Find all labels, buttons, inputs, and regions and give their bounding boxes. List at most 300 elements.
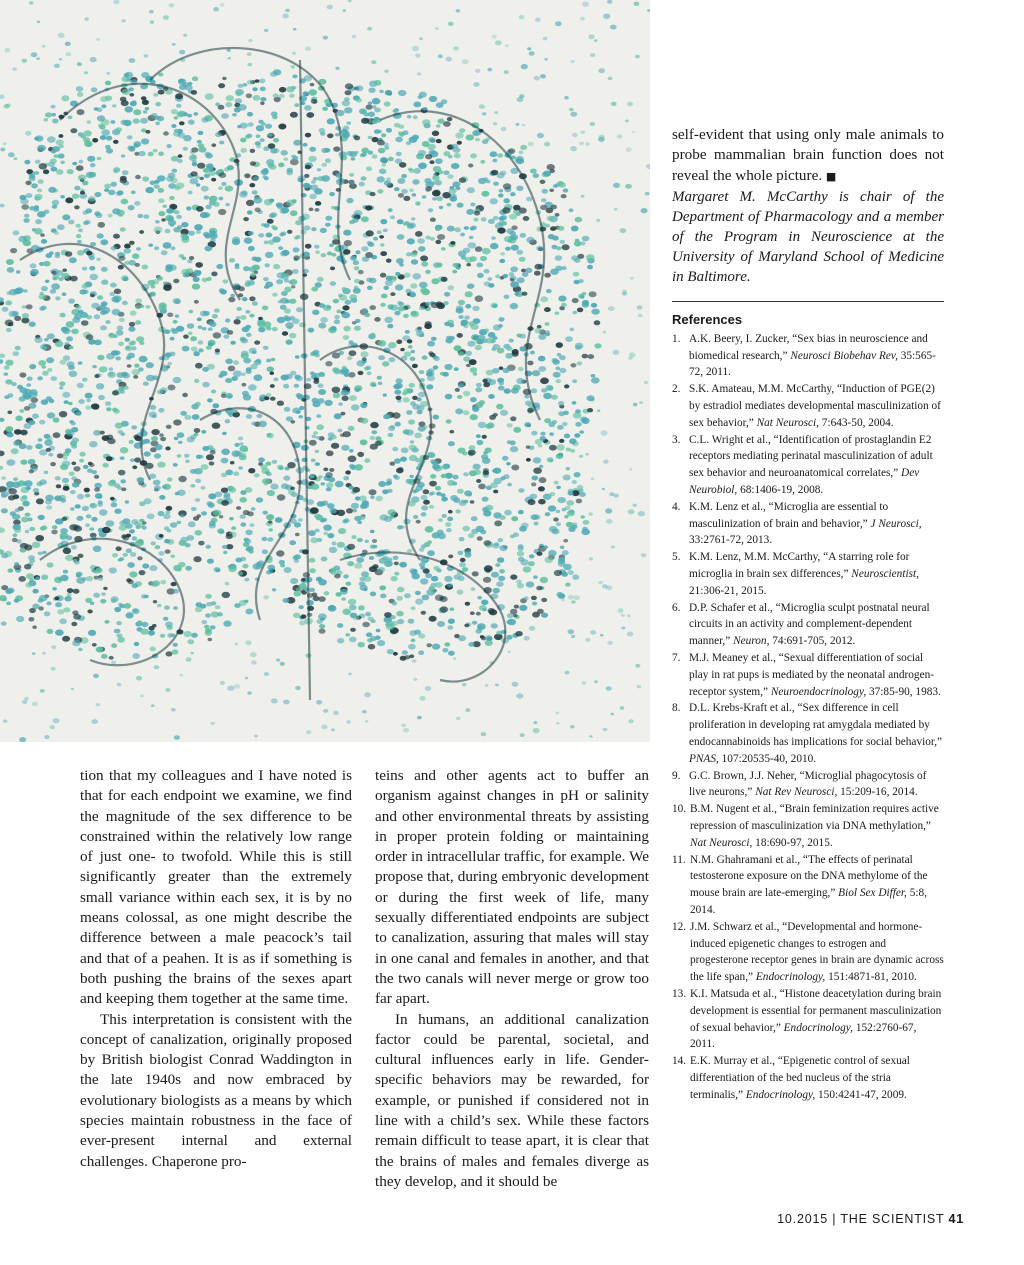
brain-dot (479, 605, 487, 611)
brain-dot (480, 530, 486, 535)
brain-dot (2, 307, 9, 312)
brain-dot (411, 606, 416, 610)
brain-dot (254, 735, 258, 738)
brain-dot (0, 354, 5, 359)
brain-dot (397, 219, 404, 224)
brain-dot (510, 609, 517, 615)
brain-dot (23, 289, 27, 292)
brain-dot (254, 374, 263, 381)
brain-dot (51, 376, 58, 381)
brain-dot (252, 265, 260, 271)
brain-dot (345, 470, 351, 474)
brain-dot (412, 193, 417, 196)
reference-number: 1. (672, 332, 681, 345)
brain-dot (349, 464, 355, 468)
brain-dot (174, 116, 178, 119)
brain-dot (273, 93, 279, 97)
brain-dot (226, 95, 234, 101)
brain-dot (94, 475, 99, 479)
brain-dot (175, 314, 180, 318)
reference-text (689, 499, 944, 549)
brain-dot (138, 367, 144, 371)
reference-number: 8. (672, 702, 681, 715)
brain-dot (357, 360, 366, 366)
brain-dot (441, 247, 446, 251)
brain-dot (437, 621, 445, 627)
brain-dot (250, 149, 256, 153)
brain-dot (106, 520, 115, 527)
brain-dot (290, 371, 296, 376)
brain-dot (434, 356, 440, 361)
brain-dot (366, 278, 372, 283)
brain-dot (157, 462, 165, 468)
brain-dot (323, 36, 328, 40)
brain-dot (454, 227, 461, 232)
brain-dot (157, 604, 162, 607)
brain-dot (321, 175, 330, 182)
brain-dot (343, 335, 349, 340)
brain-dot (556, 510, 561, 514)
brain-dot (324, 148, 330, 153)
brain-dot (272, 327, 278, 331)
brain-dot (415, 231, 423, 237)
brain-dot (361, 503, 369, 509)
brain-dot (327, 118, 335, 124)
brain-dot (384, 70, 388, 73)
brain-dot (127, 135, 133, 139)
brain-dot (67, 588, 74, 593)
brain-dot (393, 556, 399, 560)
brain-dot (346, 198, 353, 203)
brain-dot (71, 329, 79, 335)
brain-dot (183, 147, 188, 151)
brain-dot (431, 460, 437, 465)
brain-dot (160, 634, 165, 638)
brain-dot (18, 576, 26, 582)
brain-dot (41, 525, 47, 530)
brain-dot (315, 462, 320, 466)
brain-dot (19, 195, 26, 200)
brain-dot (82, 506, 89, 511)
brain-dot (7, 568, 13, 572)
brain-dot (331, 443, 339, 449)
brain-dot (342, 366, 347, 370)
brain-dot (73, 614, 81, 620)
brain-dot (545, 330, 550, 334)
brain-dot (429, 616, 437, 622)
reference-text (690, 919, 944, 986)
brain-dot (83, 290, 89, 295)
brain-dot (213, 202, 220, 207)
brain-dot (28, 617, 34, 622)
brain-dot (435, 227, 440, 231)
brain-dot (397, 619, 404, 624)
brain-dot (408, 345, 413, 349)
brain-dot (315, 201, 321, 206)
brain-dot (558, 226, 565, 231)
brain-dot (64, 596, 71, 602)
brain-dot (510, 535, 515, 539)
brain-dot (366, 104, 373, 109)
brain-dot (120, 178, 127, 184)
brain-dot (242, 297, 248, 301)
brain-dot (60, 195, 65, 198)
brain-dot (94, 211, 100, 216)
brain-dot (556, 722, 560, 725)
brain-dot (383, 414, 390, 419)
brain-dot (368, 644, 375, 650)
brain-dot (234, 319, 241, 324)
brain-dot (361, 118, 369, 124)
brain-dot (277, 317, 286, 323)
brain-dot (313, 177, 318, 181)
brain-dot (349, 605, 357, 611)
brain-dot (410, 357, 416, 361)
brain-dot (26, 169, 33, 174)
brain-dot (38, 438, 43, 441)
brain-dot (46, 505, 52, 510)
brain-dot (207, 364, 215, 370)
reference-volume: 18:690-97, 2015. (755, 836, 833, 849)
brain-dot (173, 320, 178, 324)
brain-dot (308, 328, 315, 333)
brain-dot (370, 592, 376, 597)
brain-dot (166, 208, 173, 214)
brain-dot (417, 72, 421, 75)
brain-dot (177, 159, 183, 163)
brain-dot (577, 308, 583, 313)
brain-dot (379, 585, 386, 590)
brain-dot (608, 306, 615, 311)
brain-dot (519, 94, 524, 98)
brain-dot (173, 606, 178, 610)
brain-dot (477, 440, 484, 445)
brain-dot (536, 586, 542, 591)
brain-dot (263, 595, 269, 599)
brain-dot (244, 173, 250, 178)
brain-dot (29, 176, 36, 181)
brain-dot (206, 205, 212, 210)
brain-dot (390, 292, 395, 296)
brain-dot (154, 665, 160, 669)
brain-dot (183, 34, 187, 37)
brain-dot (113, 234, 120, 239)
brain-dot (0, 466, 3, 470)
brain-dot (14, 157, 18, 160)
brain-dot (178, 132, 186, 138)
brain-dot (177, 225, 183, 229)
brain-dot (188, 332, 192, 335)
brain-dot (522, 292, 528, 296)
brain-dot (312, 310, 319, 315)
brain-dot (36, 498, 44, 504)
brain-dot (638, 511, 645, 516)
brain-dot (94, 314, 101, 319)
brain-dot (546, 289, 552, 293)
brain-dot (459, 128, 465, 133)
brain-dot (491, 236, 496, 239)
brain-dot (259, 79, 266, 84)
brain-dot (372, 383, 377, 387)
brain-dot (349, 151, 357, 157)
brain-dot (155, 122, 160, 126)
reference-journal: Nat Neurosci, (690, 836, 753, 849)
brain-dot (413, 515, 418, 519)
brain-dot (465, 602, 470, 606)
brain-dot (151, 113, 158, 118)
body-column-2 (375, 766, 649, 1192)
brain-dot (93, 674, 99, 679)
brain-dot (82, 284, 89, 289)
brain-dot (611, 713, 614, 715)
brain-dot (42, 551, 46, 554)
brain-dot (48, 187, 56, 193)
brain-dot (155, 220, 160, 224)
brain-dot (493, 588, 500, 594)
brain-dot (193, 351, 200, 356)
brain-dot (533, 457, 541, 463)
brain-dot (498, 324, 503, 328)
brain-dot (355, 85, 363, 91)
brain-dot (280, 662, 285, 666)
brain-dot (235, 643, 238, 645)
brain-dot (564, 671, 569, 675)
brain-dot (538, 486, 545, 491)
brain-dot (360, 439, 368, 445)
brain-dot (221, 449, 230, 456)
brain-dot (466, 209, 474, 215)
brain-dot (6, 459, 15, 466)
brain-dot (169, 196, 175, 200)
brain-dot (45, 280, 49, 283)
brain-dot (45, 499, 52, 504)
brain-dot (377, 640, 385, 646)
brain-dot (606, 585, 612, 590)
reference-text (690, 1053, 944, 1103)
brain-dot (61, 327, 69, 333)
brain-dot (101, 280, 108, 285)
brain-dot (351, 503, 359, 509)
reference-item (672, 768, 944, 802)
brain-dot (587, 408, 593, 412)
brain-dot (290, 578, 298, 584)
brain-dot (319, 303, 325, 308)
brain-dot (579, 142, 584, 146)
brain-dot (539, 477, 547, 483)
brain-dot (195, 479, 201, 483)
brain-dot (127, 364, 132, 368)
brain-dot (60, 498, 66, 502)
brain-dot (272, 236, 280, 242)
brain-dot (429, 353, 435, 358)
brain-dot (130, 458, 135, 462)
brain-dot (328, 605, 337, 612)
brain-dot (492, 159, 497, 163)
brain-dot (412, 46, 419, 51)
brain-dot (567, 510, 575, 516)
brain-dot (421, 505, 428, 510)
brain-dot (336, 592, 342, 597)
brain-dot (532, 602, 537, 606)
brain-dot (304, 225, 311, 230)
brain-dot (453, 147, 461, 153)
brain-dot (403, 314, 409, 318)
brain-dot (278, 246, 283, 250)
brain-dot (524, 422, 531, 427)
brain-dot (446, 57, 452, 62)
brain-dot (272, 588, 276, 591)
brain-dot (407, 549, 412, 553)
brain-dot (83, 211, 89, 215)
brain-dot (136, 676, 142, 681)
brain-dot (484, 281, 491, 286)
brain-dot (276, 279, 283, 284)
brain-dot (145, 130, 150, 134)
brain-dot (437, 530, 444, 535)
brain-dot (419, 306, 425, 310)
brain-dot (344, 373, 349, 377)
brain-dot (170, 337, 175, 341)
brain-dot (452, 181, 460, 187)
brain-dot (507, 423, 513, 428)
brain-dot (86, 251, 92, 256)
brain-dot (510, 234, 518, 240)
brain-dot (324, 400, 332, 406)
brain-dot (263, 277, 269, 281)
brain-dot (401, 174, 407, 178)
brain-dot (354, 136, 360, 141)
reference-number: 11. (672, 853, 686, 866)
brain-dot (24, 564, 31, 570)
brain-dot (413, 115, 418, 119)
brain-dot (626, 147, 632, 152)
brain-dot (603, 728, 608, 732)
brain-dot (458, 351, 464, 356)
brain-dot (455, 509, 460, 513)
brain-dot (286, 200, 295, 207)
brain-dot (108, 480, 116, 486)
brain-dot (325, 216, 332, 221)
brain-dot (134, 201, 140, 206)
brain-dot (447, 480, 455, 486)
brain-dot (510, 416, 516, 421)
brain-dot (474, 469, 481, 475)
brain-dot (151, 436, 158, 441)
brain-dot (208, 327, 213, 331)
brain-dot (131, 425, 137, 429)
brain-dot (266, 514, 274, 520)
brain-dot (588, 354, 595, 359)
brain-dot (294, 559, 299, 563)
brain-dot (531, 514, 539, 520)
brain-dot (154, 184, 160, 189)
brain-dot (398, 90, 406, 96)
brain-dot (266, 359, 271, 363)
brain-dot (280, 298, 288, 304)
brain-dot (125, 523, 133, 529)
brain-dot (382, 489, 388, 494)
brain-dot (419, 696, 425, 701)
brain-dot (111, 502, 118, 507)
brain-dot (309, 147, 316, 152)
brain-dot (585, 453, 588, 455)
reference-item (672, 331, 944, 381)
brain-dot (518, 367, 524, 371)
brain-dot (201, 117, 208, 123)
brain-dot (447, 117, 453, 121)
brain-dot (430, 474, 436, 479)
brain-dot (165, 549, 171, 553)
brain-dot (184, 415, 191, 420)
brain-dot (464, 315, 470, 319)
brain-dot (6, 328, 12, 332)
brain-dot (434, 566, 440, 571)
reference-journal: Nat Neurosci, (756, 416, 819, 429)
brain-dot (273, 69, 281, 75)
brain-dot (647, 9, 650, 12)
brain-dot (470, 414, 478, 420)
brain-dot (533, 728, 540, 733)
brain-dot (258, 233, 264, 237)
brain-dot (14, 429, 22, 435)
brain-dot (610, 25, 617, 30)
brain-dot (543, 393, 552, 399)
brain-dot (568, 595, 574, 600)
brain-dot (247, 511, 254, 516)
brain-dot (393, 652, 398, 656)
brain-dot (113, 0, 119, 4)
brain-dot (116, 330, 124, 336)
brain-dot (142, 100, 149, 105)
brain-dot (521, 64, 528, 69)
brain-dot (80, 312, 88, 318)
brain-dot (422, 595, 430, 601)
brain-dot (213, 7, 219, 11)
brain-dot (359, 515, 366, 520)
brain-dot (58, 134, 63, 138)
reference-volume: 33:2761-72, 2013. (689, 534, 773, 547)
brain-dot (24, 406, 30, 411)
brain-dot (502, 207, 510, 213)
brain-dot (113, 170, 118, 174)
brain-dot (644, 381, 648, 384)
brain-dot (130, 340, 136, 345)
brain-dot (563, 475, 571, 481)
brain-dot (490, 151, 498, 157)
brain-dot (71, 622, 77, 627)
brain-dot (386, 177, 391, 181)
brain-dot (395, 284, 403, 290)
brain-dot (365, 720, 368, 723)
brain-dot (93, 593, 100, 598)
brain-dot (467, 283, 474, 289)
brain-dot (283, 598, 290, 603)
brain-dot (289, 333, 296, 339)
brain-dot (185, 460, 190, 463)
brain-dot (369, 556, 374, 560)
brain-dot (548, 550, 557, 557)
brain-dot (353, 509, 358, 513)
brain-dot (320, 317, 328, 323)
brain-dot (82, 267, 87, 271)
brain-dot (108, 214, 113, 218)
brain-dot (519, 526, 527, 532)
brain-dot (201, 430, 206, 434)
brain-dot (106, 456, 113, 461)
brain-dot (236, 506, 241, 510)
brain-dot (151, 581, 158, 587)
brain-dot (62, 517, 68, 521)
